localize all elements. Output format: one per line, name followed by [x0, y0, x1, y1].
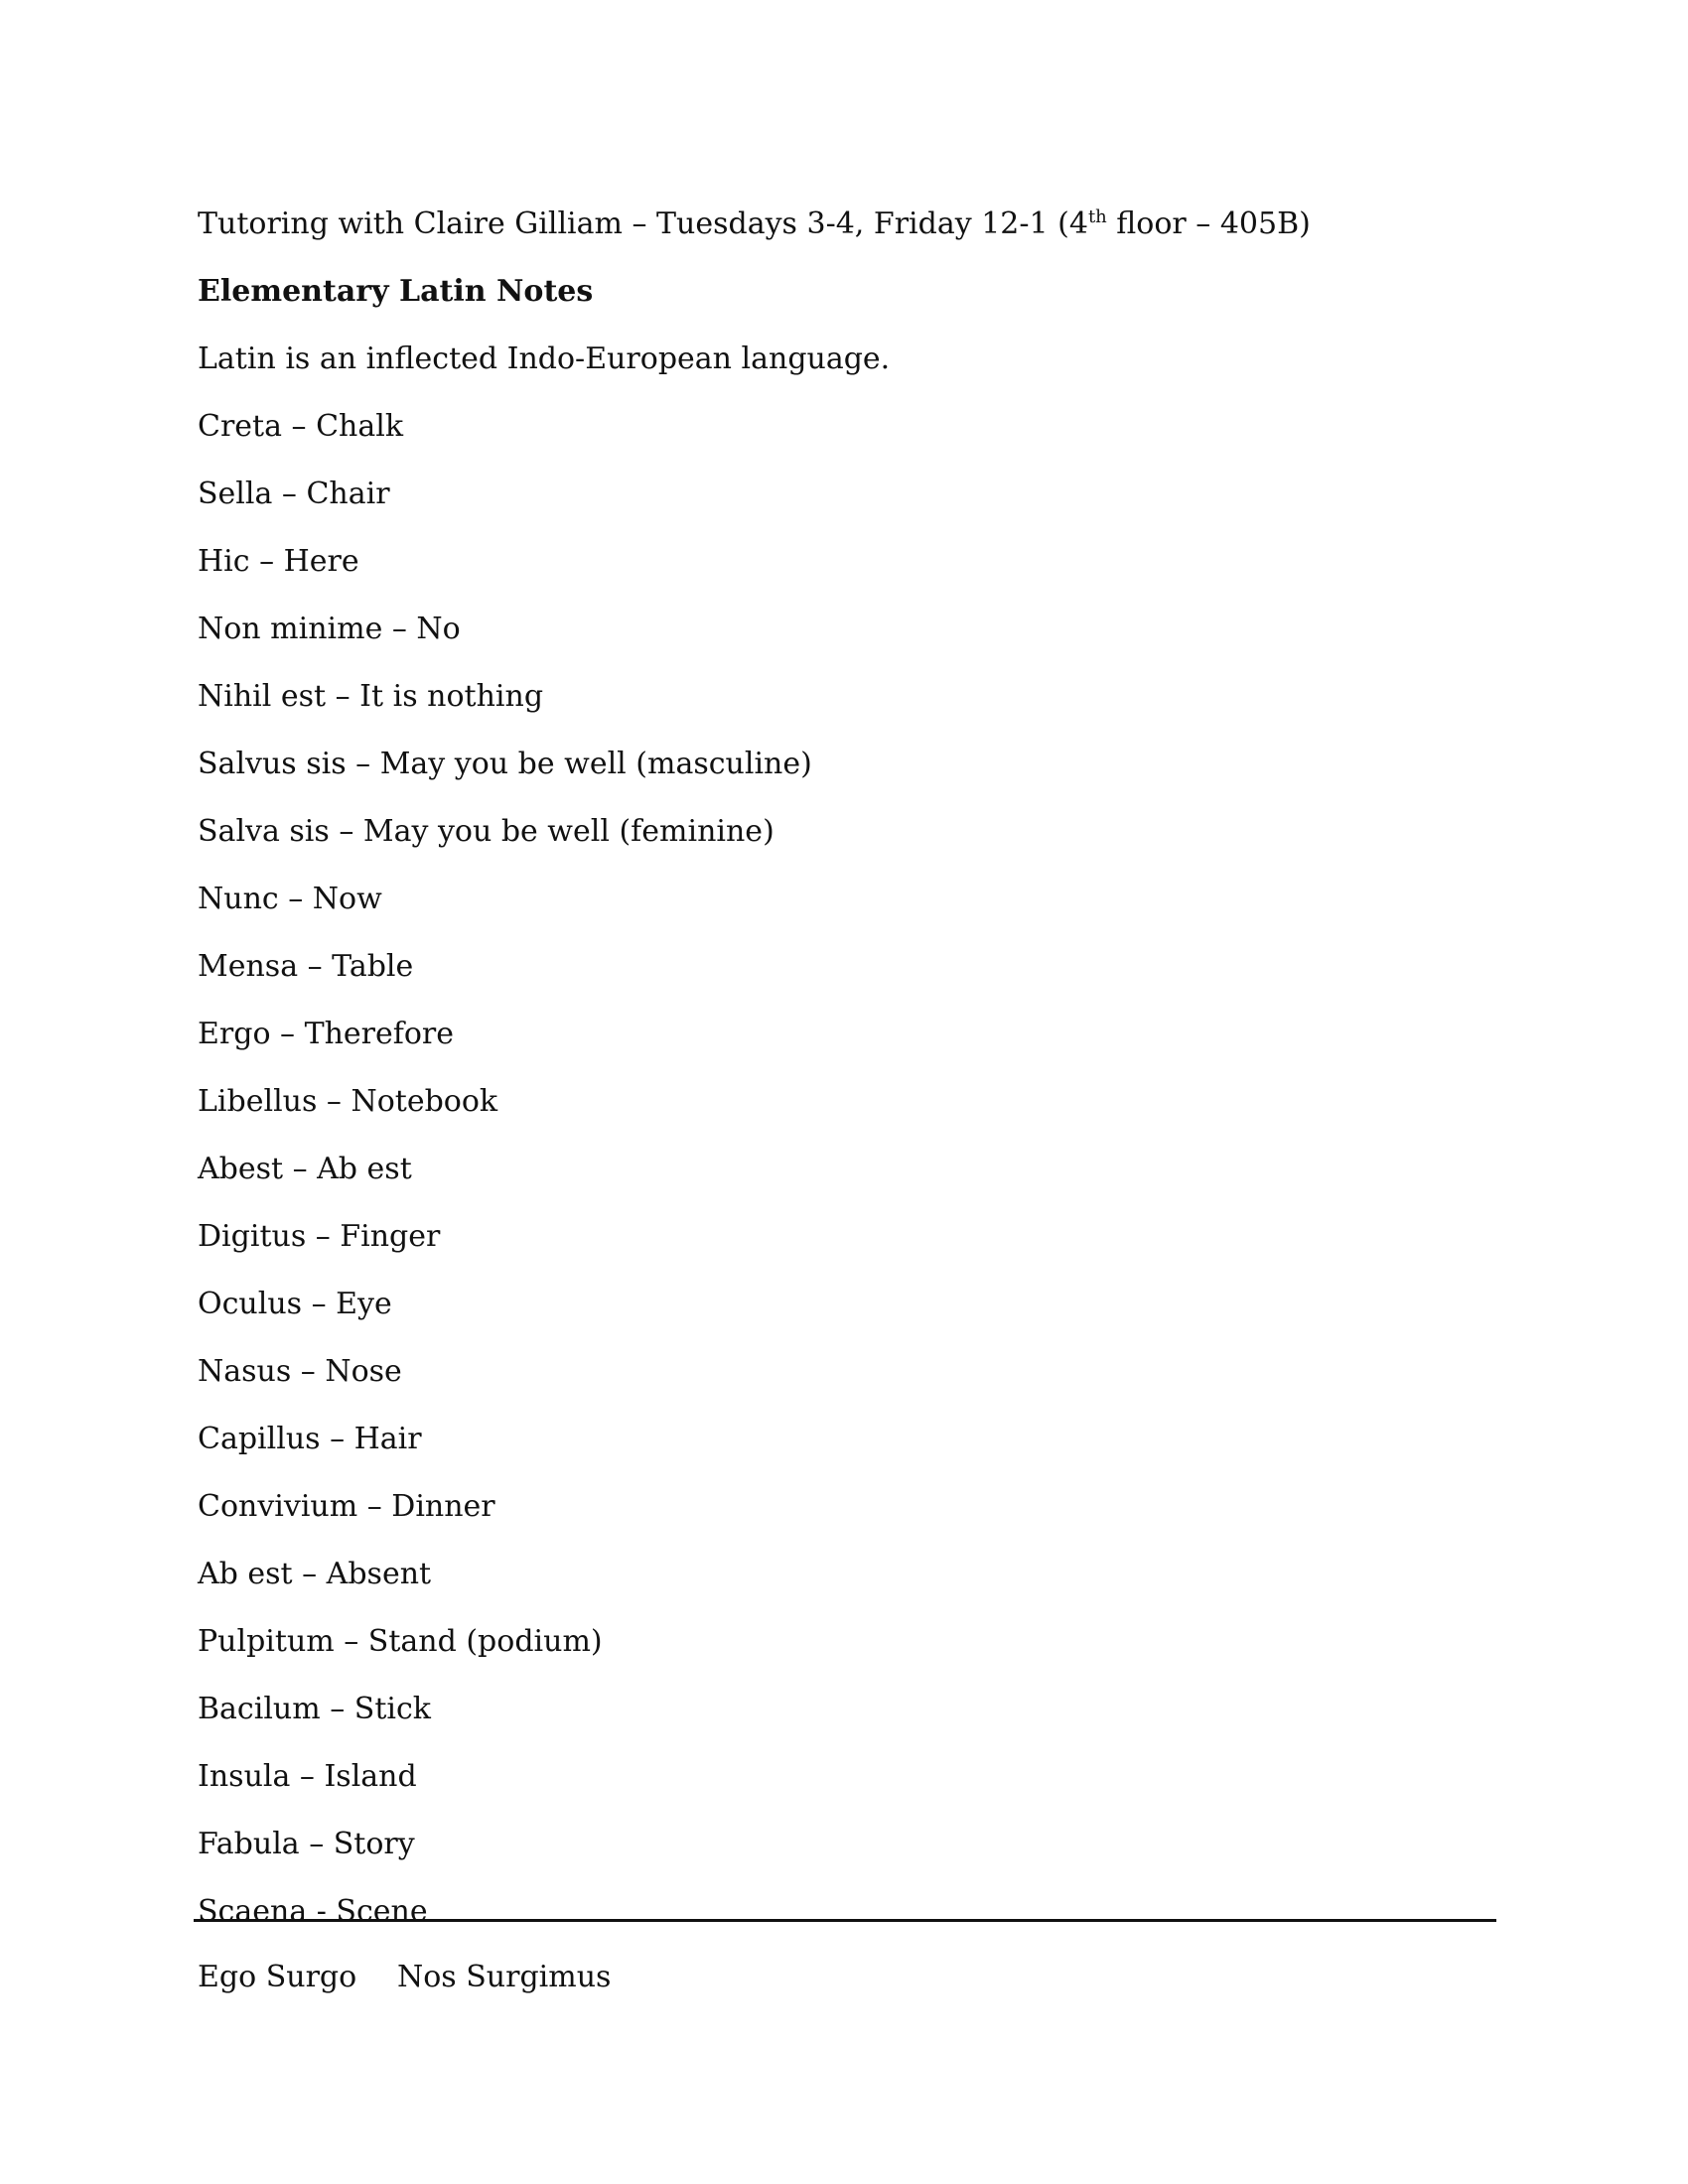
tutoring-line — [198, 191, 1488, 258]
vocab-item: Non minime – No — [198, 612, 461, 646]
vocab-item: Digitus – Finger — [198, 1219, 441, 1254]
conjugation-plural: Nos Surgimus — [397, 1960, 612, 1994]
vocab-item: Capillus – Hair — [198, 1422, 422, 1456]
conjugation-singular: Ego Surgo — [198, 1960, 357, 1994]
vocab-item: Ergo – Therefore — [198, 1017, 455, 1051]
vocab-item: Creta – Chalk — [198, 409, 403, 444]
vocab-item: Salvus sis – May you be well (masculine) — [198, 747, 812, 781]
horizontal-divider — [194, 1919, 1496, 1922]
vocab-item: Nihil est – It is nothing — [198, 679, 544, 714]
notes-title: Elementary Latin Notes — [198, 274, 594, 309]
vocab-item: Nasus – Nose — [198, 1354, 402, 1389]
vocab-item: Convivium – Dinner — [198, 1489, 495, 1524]
vocab-item: Bacilum – Stick — [198, 1692, 431, 1726]
vocab-item: Ab est – Absent — [198, 1557, 432, 1591]
vocab-item: Nunc – Now — [198, 882, 382, 916]
vocab-item: Salva sis – May you be well (feminine) — [198, 814, 774, 849]
intro-text: Latin is an inflected Indo-European language. — [198, 341, 891, 376]
tutoring-text: Tutoring with Claire Gilliam – Tuesdays 3-4, Friday 12-1 (4 — [198, 206, 1088, 241]
vocab-item: Pulpitum – Stand (podium) — [198, 1624, 603, 1659]
conjugation-row — [198, 1944, 612, 2011]
vocab-item: Insula – Island — [198, 1759, 417, 1794]
vocab-item: Mensa – Table — [198, 949, 414, 984]
tutoring-location: floor – 405B) — [1106, 206, 1311, 241]
notes-body — [198, 191, 1488, 1946]
vocab-item: Libellus – Notebook — [198, 1084, 498, 1119]
vocab-item: Sella – Chair — [198, 477, 390, 511]
vocab-item: Oculus – Eye — [198, 1287, 392, 1321]
vocab-item: Scaena - Scene — [198, 1894, 428, 1929]
vocab-item: Fabula – Story — [198, 1827, 415, 1861]
ordinal-suffix: th — [1087, 206, 1107, 227]
vocab-item: Abest – Ab est — [198, 1152, 412, 1186]
vocab-item: Hic – Here — [198, 544, 359, 579]
